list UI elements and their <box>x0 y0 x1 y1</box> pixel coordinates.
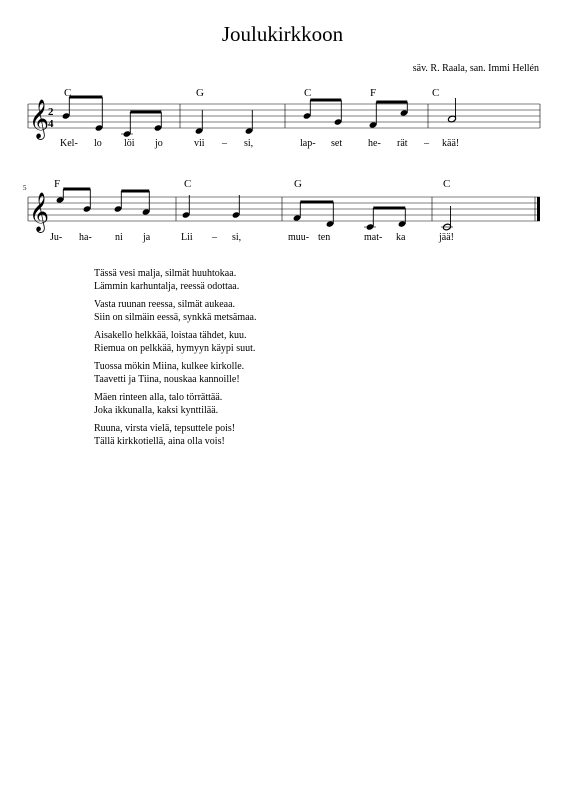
verse-line: Riemua on pelkkää, hymyyn käypi suut. <box>94 343 256 354</box>
verse-stanza <box>94 422 256 448</box>
note-group <box>114 191 151 216</box>
music-score <box>0 0 565 260</box>
lyric-hyphen: – <box>424 138 429 149</box>
lyric-syllable: si, <box>232 232 242 243</box>
lyric-syllable: jää! <box>439 232 454 243</box>
lyric-syllable: ni <box>115 232 123 243</box>
lyric-syllable: Kel- <box>60 138 78 149</box>
verse-stanza <box>94 267 256 293</box>
lyric-syllable: ja <box>143 232 151 243</box>
lyric-syllable: jo <box>155 138 163 149</box>
note-group <box>62 97 104 132</box>
verse-line: Tuossa mökin Miina, kulkee kirkolle. <box>94 361 245 372</box>
verse-line: Ruuna, virsta vielä, tepsuttele pois! <box>94 423 236 434</box>
note-group <box>195 110 254 135</box>
verse-line: Tässä vesi malja, silmät huuhtokaa. <box>94 268 237 279</box>
verses-block <box>94 267 256 453</box>
chord-symbol: G <box>196 87 204 99</box>
lyric-syllable: ka <box>396 232 406 243</box>
staff-system-2 <box>23 178 540 243</box>
verse-line: Mäen rinteen alla, talo törrättää. <box>94 392 223 403</box>
treble-clef-icon: 𝄞 <box>29 194 50 231</box>
staff-system-1 <box>28 87 540 149</box>
song-title: Joulukirkkoon <box>221 22 344 46</box>
chord-symbol: C <box>304 87 312 99</box>
verse-line: Joka ikkunalla, kaksi kynttilää. <box>94 405 219 416</box>
lyric-syllable: set <box>331 138 343 149</box>
lyric-syllable: löi <box>124 138 135 149</box>
half-note <box>448 98 457 123</box>
final-barline <box>537 197 540 221</box>
composer-credit: säv. R. Raala, san. Immi Hellén <box>412 63 539 74</box>
lyric-syllable: Ju- <box>50 232 63 243</box>
verse-line: Siin on silmäin eessä, synkkä metsämaa. <box>94 312 257 323</box>
note-group <box>364 208 406 231</box>
verse-line: Tällä kirkkotiellä, aina olla vois! <box>94 436 225 447</box>
lyric-hyphen: – <box>212 232 217 243</box>
chord-symbol: G <box>294 178 302 190</box>
half-note <box>441 206 453 231</box>
verse-line: Lämmin karhuntalja, reessä odottaa. <box>94 281 240 292</box>
lyric-syllable: si, <box>244 138 254 149</box>
lyric-syllable: ha- <box>79 232 92 243</box>
verse-stanza <box>94 360 256 386</box>
verse-stanza <box>94 298 256 324</box>
lyric-syllable: Lii <box>181 232 193 243</box>
chord-symbol: C <box>64 87 72 99</box>
time-signature-top: 2 <box>48 106 54 118</box>
verse-line: Taavetti ja Tiina, nouskaa kannoille! <box>94 374 240 385</box>
note-group <box>369 102 409 129</box>
chord-symbol: C <box>184 178 192 190</box>
treble-clef-icon: 𝄞 <box>29 101 50 138</box>
verse-line: Aisakello helkkää, loistaa tähdet, kuu. <box>94 330 247 341</box>
chord-symbol: C <box>432 87 440 99</box>
measure-number: 5 <box>23 184 27 192</box>
chord-symbol: F <box>54 178 61 190</box>
lyric-syllable: he- <box>368 138 381 149</box>
lyric-syllable: lap- <box>300 138 316 149</box>
time-signature-bottom: 4 <box>48 118 54 130</box>
lyric-hyphen: – <box>222 138 227 149</box>
lyric-syllable: ten <box>318 232 331 243</box>
verse-stanza <box>94 391 256 417</box>
lyric-syllable: rät <box>397 138 408 149</box>
lyric-syllable: mat- <box>364 232 383 243</box>
lyric-syllable: lo <box>94 138 102 149</box>
lyric-syllable: kää! <box>442 138 460 149</box>
verse-line: Vasta ruunan reessa, silmät aukeaa. <box>94 299 236 310</box>
lyric-syllable: muu- <box>288 232 310 243</box>
chord-symbol: C <box>443 178 451 190</box>
verse-stanza <box>94 329 256 355</box>
chord-symbol: F <box>370 87 377 99</box>
lyric-syllable: vii <box>194 138 205 149</box>
